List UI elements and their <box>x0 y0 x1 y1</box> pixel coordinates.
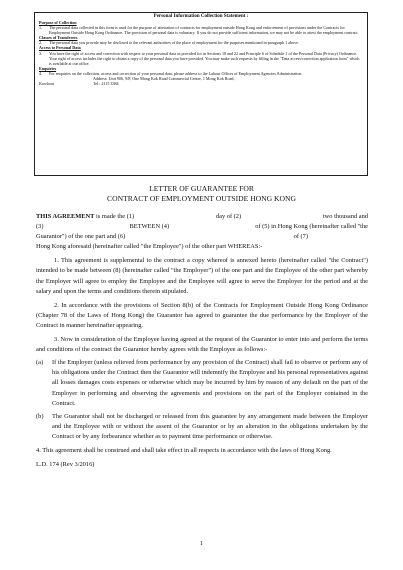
office-district: Kowloon <box>39 81 55 87</box>
form-reference: L.D. 174 (Rev 3/2016) <box>36 461 95 469</box>
enquiries-text: For enquiries on the collection, access and correction of your personal data, please address to the Labour Officer of Employment Agencies Administration <box>49 70 302 76</box>
field-5-label: of (5) in Hong Kong (hereinafter called "the <box>255 223 368 231</box>
heading-line-2: CONTRACT OF EMPLOYMENT OUTSIDE HONG KONG <box>107 194 296 203</box>
clause-2: 2. In accordance with the provisions of Section 8(b) of the Contracts for Employment Outside Hong Kong Ordinance (Chapter 78 of the Laws of Hong Kong) the Guarantor has agreed to guarantee the due performance by the Employer of the Contract in manner hereinafter appearing. <box>36 301 368 329</box>
year-label: two thousand and <box>322 213 368 220</box>
day-of-label: day of (2) <box>215 213 242 220</box>
page-number: 1 <box>199 540 204 547</box>
employee-line: Hong Kong aforesaid (hereinafter called "the Employee") of the other part WHEREAS:- <box>36 243 263 251</box>
access-text: You have the right of access and correction with respect to your personal data as provided for in Sections 18 and 22 and Principle 6 of Schedule 1 of the Personal Data (Privacy) Ordinance. Your right of access includes the right to obtain a copy of the personal data you have provided. You may make such requests by filling in the "Data access/correction application form" which is available at our office. <box>49 50 360 66</box>
clause-3b-text: The Guarantor shall not be discharged or released from this guarantee by any arrangement made between the Employer and the Employee with or without the assent of the Guarantor or by an alteration in the obligations undertaken by the Contract or by any forbearance whether as to payment time performance or otherwise. <box>52 412 368 440</box>
clause-4: 4. This agreement shall be construed and shall take effect in all respects in accordance with the laws of Hong Kong. <box>36 446 332 454</box>
enquiries-heading: Enquiries <box>39 65 57 71</box>
guarantor-line <box>36 232 368 242</box>
office-telephone: Tel.: 2115 3384 <box>93 81 119 87</box>
clause-3a-label: (a) <box>36 359 44 367</box>
agreement-body <box>36 212 368 470</box>
clause-1: 1. This agreement is supplemental to the contract a copy whereof is annexed hereto (hereinafter called "the Contract") intended to be made between (8) (hereinafter called "the Employer") of the one part and the Employee of the other part whereby the Employer will agree to employ the Employee and the Employee will agree to serve the Employer for the period and at the salary and upon the terms and conditions therein stipulated. <box>36 257 368 295</box>
agreement-date-line <box>36 212 368 222</box>
clause-3b-label: (b) <box>36 412 44 420</box>
enquiries-number: 4. <box>39 70 43 76</box>
transferees-number: 2. <box>39 40 43 46</box>
purpose-text: The personal data collected in this form is used for the purpose of attestation of contracts for employment outside Hong Kong and enforcement of provisions under the Contracts for Employment Outside Hong Kong Ordinance. The provision of personal data is voluntary. If you do not provide sufficient information, we may not be able to attest the employment contract. <box>49 25 359 36</box>
office-location-line <box>39 81 363 86</box>
purpose-number: 1. <box>39 25 43 31</box>
access-paragraph <box>39 51 363 66</box>
transferees-heading: Classes of Transferees <box>39 35 78 41</box>
field-7-label: of (7) <box>293 233 308 241</box>
clause-3a <box>36 358 368 408</box>
field-3-label: (3) <box>36 223 44 231</box>
transferees-text: The personal data you provide may be disclosed to the relevant authorities of the place of employment for the purposes mentioned in paragraph 1 above. <box>49 40 299 46</box>
access-heading: Access to Personal Data <box>39 45 81 51</box>
office-address: Address: Unit 906, 9/F, One Mong Kok Road Commercial Centre, 1 Mong Kok Road, <box>93 76 235 82</box>
letter-heading <box>0 184 403 204</box>
personal-information-statement-box <box>34 12 368 176</box>
purpose-heading: Purpose of Collection <box>39 20 77 25</box>
access-number: 3. <box>39 50 43 56</box>
statement-title: Personal Information Collection Statement : <box>153 14 249 19</box>
guarantor-label: Guarantor") of the one part and (6) <box>36 233 126 241</box>
between-line <box>36 222 368 232</box>
clause-3: 3. Now in consideration of the Employee having agreed at the request of the Guarantor to enter into and perform the terms and conditions of the contract the Guarantor hereby agrees with the Employee as follows:- <box>36 336 368 354</box>
clause-3a-text: If the Employer (unless relieved from performance by any provision of the Contract) shall fail to observe or perform any of his obligations under the Contract then the Guarantor will indemnify the Employee and his personal representatives against all losses damages costs expenses or otherwise which may be incurred by him by reason of any default on the part of the Employer in performing and observing the agreements and provisions on the part of the Employer contained in the Contract. <box>52 359 368 407</box>
clause-3b <box>36 412 368 442</box>
made-the-label: is made the (1) <box>96 213 135 220</box>
between-label: BETWEEN (4) <box>129 223 170 231</box>
this-agreement-label: THIS AGREEMENT <box>36 213 95 220</box>
purpose-paragraph <box>39 25 363 35</box>
heading-line-1: LETTER OF GUARANTEE FOR <box>149 184 254 193</box>
